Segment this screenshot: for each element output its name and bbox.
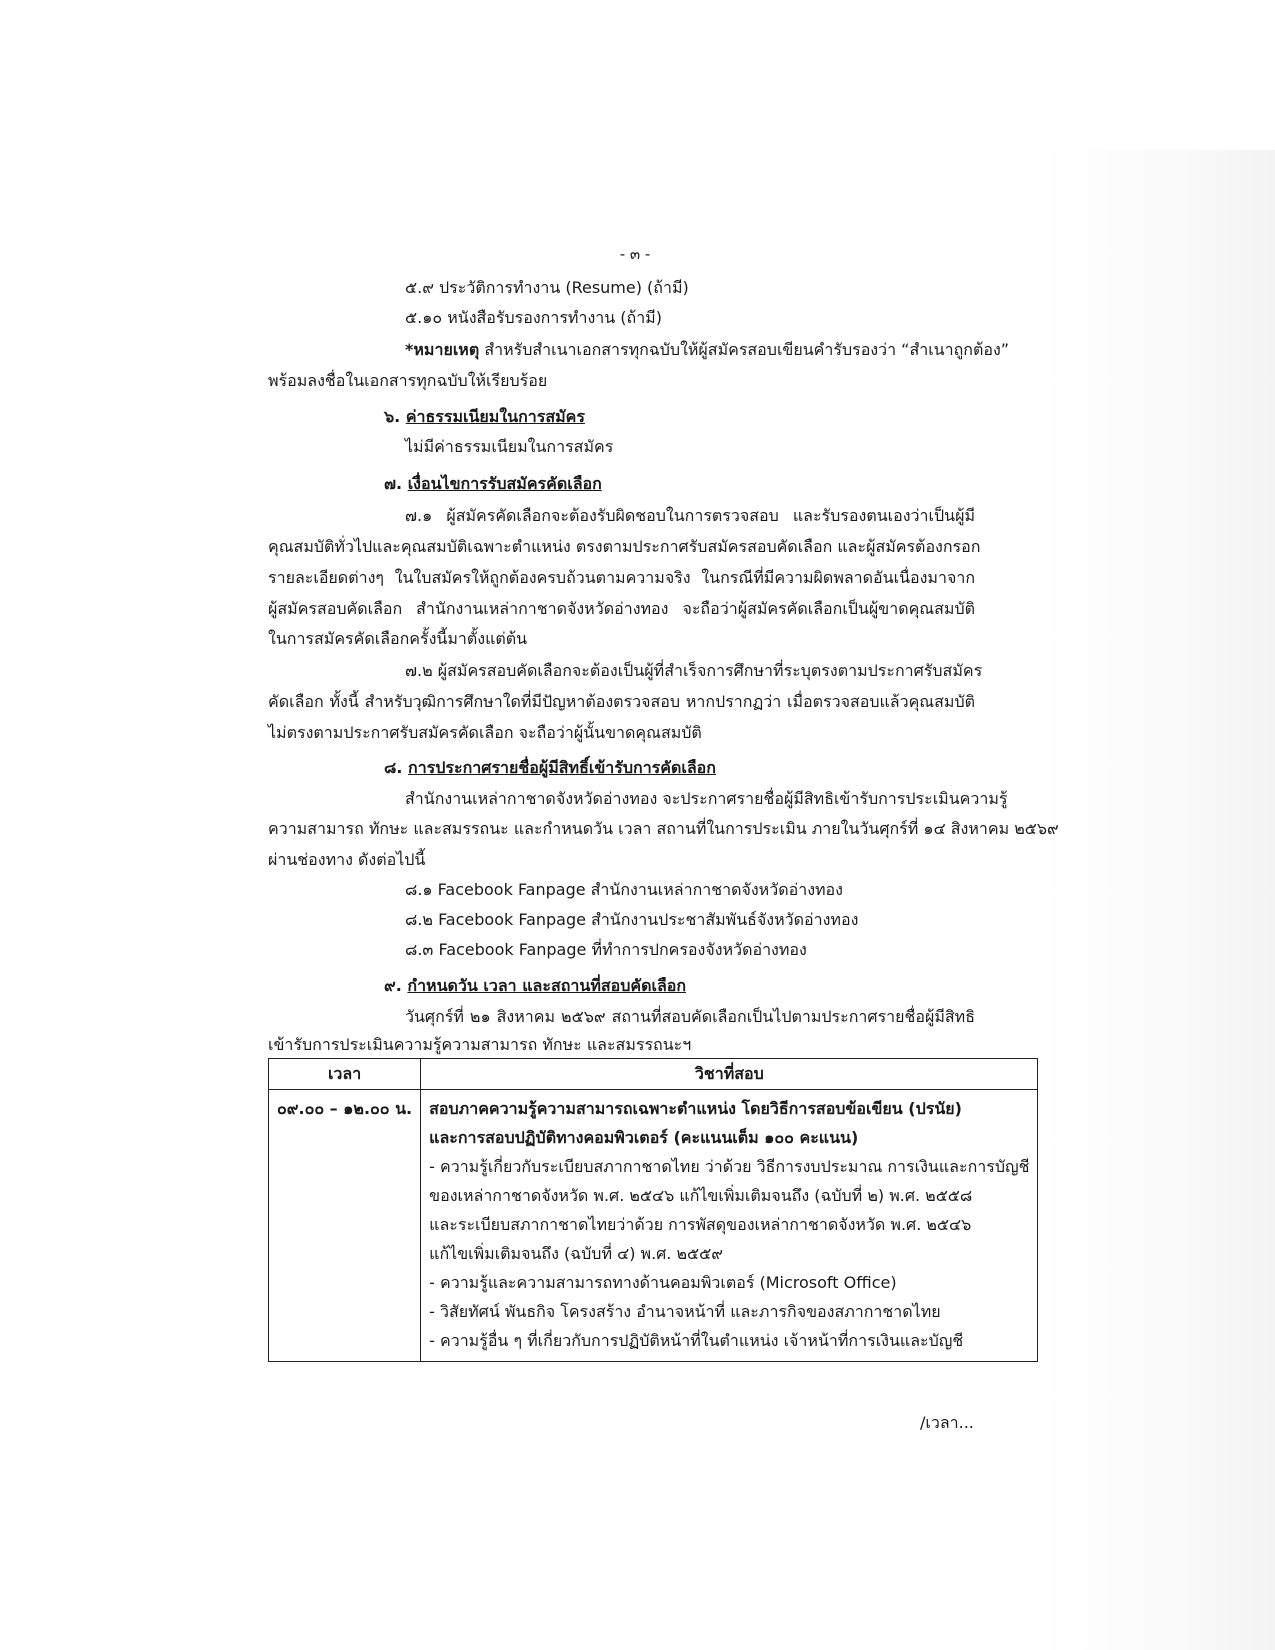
exam-subject-cell xyxy=(421,1090,1038,1362)
section-6-body: ไม่มีค่าธรรมเนียมในการสมัคร xyxy=(405,437,614,456)
subject-line: - ความรู้อื่น ๆ ที่เกี่ยวกับการปฏิบัติหน้าที่ในตำแหน่ง เจ้าหน้าที่การเงินและบัญชี xyxy=(429,1331,964,1350)
subject-line: - ความรู้และความสามารถทางด้านคอมพิวเตอร์ (Microsoft Office) xyxy=(429,1273,897,1292)
channel-item: ๘.๒ Facebook Fanpage สำนักงานประชาสัมพันธ์จังหวัดอ่างทอง xyxy=(405,910,859,929)
section-8-body-line: ความสามารถ ทักษะ และสมรรถนะ และกำหนดวัน เวลา สถานที่ในการประเมิน ภายในวันศุกร์ที่ ๑๔ สิงหาคม ๒๕๖๙ xyxy=(268,819,1059,838)
table-header-row xyxy=(269,1059,1038,1090)
section-7-2-line: คัดเลือก ทั้งนี้ สำหรับวุฒิการศึกษาใดที่มีปัญหาต้องตรวจสอบ หากปรากฏว่า เมื่อตรวจสอบแล้วคุณสมบัติ xyxy=(268,692,975,711)
section-7-2-line: ไม่ตรงตามประกาศรับสมัครคัดเลือก จะถือว่าผู้นั้นขาดคุณสมบัติ xyxy=(268,723,702,742)
section-9-body-line: เข้ารับการประเมินความรู้ความสามารถ ทักษะ และสมรรถนะฯ xyxy=(268,1035,692,1054)
section-8-title: การประกาศรายชื่อผู้มีสิทธิ์เข้ารับการคัดเลือก xyxy=(408,758,716,777)
section-7-1-line: ผู้สมัครสอบคัดเลือก สำนักงานเหล่ากาชาดจังหวัดอ่างทอง จะถือว่าผู้สมัครคัดเลือกเป็นผู้ขาดคุณสมบัติ xyxy=(268,599,975,618)
channel-item: ๘.๓ Facebook Fanpage ที่ทำการปกครองจังหวัดอ่างทอง xyxy=(405,940,807,959)
subject-bold-line: และการสอบปฏิบัติทางคอมพิวเตอร์ (คะแนนเต็ม ๑๐๐ คะแนน) xyxy=(429,1128,859,1147)
section-9-body-line: วันศุกร์ที่ ๒๑ สิงหาคม ๒๕๖๙ สถานที่สอบคัดเลือกเป็นไปตามประกาศรายชื่อผู้มีสิทธิ xyxy=(405,1007,975,1026)
column-header-subject: วิชาที่สอบ xyxy=(421,1059,1038,1090)
exam-time-cell: ๐๙.๐๐ – ๑๒.๐๐ น. xyxy=(269,1090,421,1362)
exam-schedule-table xyxy=(268,1058,1038,1362)
section-7-1-line: ในการสมัครคัดเลือกครั้งนี้มาตั้งแต่ต้น xyxy=(268,629,528,648)
page-number: - ๓ - xyxy=(619,245,651,263)
subject-line: แก้ไขเพิ่มเติมจนถึง (ฉบับที่ ๔) พ.ศ. ๒๕๕๙ xyxy=(429,1244,723,1263)
section-7-title: เงื่อนไขการรับสมัครคัดเลือก xyxy=(407,474,602,493)
section-8-body-line: สำนักงานเหล่ากาชาดจังหวัดอ่างทอง จะประกาศรายชื่อผู้มีสิทธิเข้ารับการประเมินความรู้ xyxy=(405,789,1008,808)
section-7-1-line: รายละเอียดต่างๆ ในใบสมัครให้ถูกต้องครบถ้วนตามความจริง ในกรณีที่มีความผิดพลาดอันเนื่องมาจาก xyxy=(268,568,975,587)
subject-line: - ความรู้เกี่ยวกับระเบียบสภากาชาดไทย ว่าด้วย วิธีการงบประมาณ การเงินและการบัญชี xyxy=(429,1157,1030,1176)
section-7-1-line: ๗.๑ ผู้สมัครคัดเลือกจะต้องรับผิดชอบในการตรวจสอบ และรับรองตนเองว่าเป็นผู้มี xyxy=(405,506,975,525)
section-6-title: ค่าธรรมเนียมในการสมัคร xyxy=(405,407,585,426)
document-item-5-10: ๕.๑๐ หนังสือรับรองการทำงาน (ถ้ามี) xyxy=(405,308,662,327)
section-8-number: ๘. xyxy=(384,758,403,777)
section-7-number: ๗. xyxy=(384,474,403,493)
note-text: สำหรับสำเนาเอกสารทุกฉบับให้ผู้สมัครสอบเขียนคำรับรองว่า “สำเนาถูกต้อง” xyxy=(484,340,1010,359)
document-item-5-9: ๕.๙ ประวัติการทำงาน (Resume) (ถ้ามี) xyxy=(405,278,689,297)
subject-line: และระเบียบสภากาชาดไทยว่าด้วย การพัสดุของเหล่ากาชาดจังหวัด พ.ศ. ๒๕๔๖ xyxy=(429,1215,972,1234)
note-line-2: พร้อมลงชื่อในเอกสารทุกฉบับให้เรียบร้อย xyxy=(268,371,548,390)
section-9-title: กำหนดวัน เวลา และสถานที่สอบคัดเลือก xyxy=(407,976,687,995)
channel-item: ๘.๑ Facebook Fanpage สำนักงานเหล่ากาชาดจังหวัดอ่างทอง xyxy=(405,880,843,899)
note-line-1 xyxy=(405,339,1009,361)
subject-bold-line: สอบภาคความรู้ความสามารถเฉพาะตำแหน่ง โดยวิธีการสอบข้อเขียน (ปรนัย) xyxy=(429,1099,962,1118)
section-8-body-line: ผ่านช่องทาง ดังต่อไปนี้ xyxy=(268,850,426,869)
section-8-heading xyxy=(384,757,716,779)
section-9-number: ๙. xyxy=(384,976,402,995)
note-label: *หมายเหตุ xyxy=(405,340,480,359)
section-7-heading xyxy=(384,473,602,495)
section-7-2-line: ๗.๒ ผู้สมัครสอบคัดเลือกจะต้องเป็นผู้ที่สำเร็จการศึกษาที่ระบุตรงตามประกาศรับสมัคร xyxy=(405,661,983,680)
column-header-time: เวลา xyxy=(269,1059,421,1090)
section-9-heading xyxy=(384,975,686,997)
section-6-heading xyxy=(384,406,585,428)
page-footer-continuation: /เวลา... xyxy=(920,1413,974,1432)
section-7-1-line: คุณสมบัติทั่วไปและคุณสมบัติเฉพาะตำแหน่ง ตรงตามประกาศรับสมัครสอบคัดเลือก และผู้สมัครต้องกรอก xyxy=(268,537,981,556)
table-row xyxy=(269,1090,1038,1362)
subject-line: - วิสัยทัศน์ พันธกิจ โครงสร้าง อำนาจหน้าที่ และภารกิจของสภากาชาดไทย xyxy=(429,1302,941,1321)
subject-line: ของเหล่ากาชาดจังหวัด พ.ศ. ๒๕๔๖ แก้ไขเพิ่มเติมจนถึง (ฉบับที่ ๒) พ.ศ. ๒๕๕๘ xyxy=(429,1186,973,1205)
section-6-number: ๖. xyxy=(384,407,401,426)
